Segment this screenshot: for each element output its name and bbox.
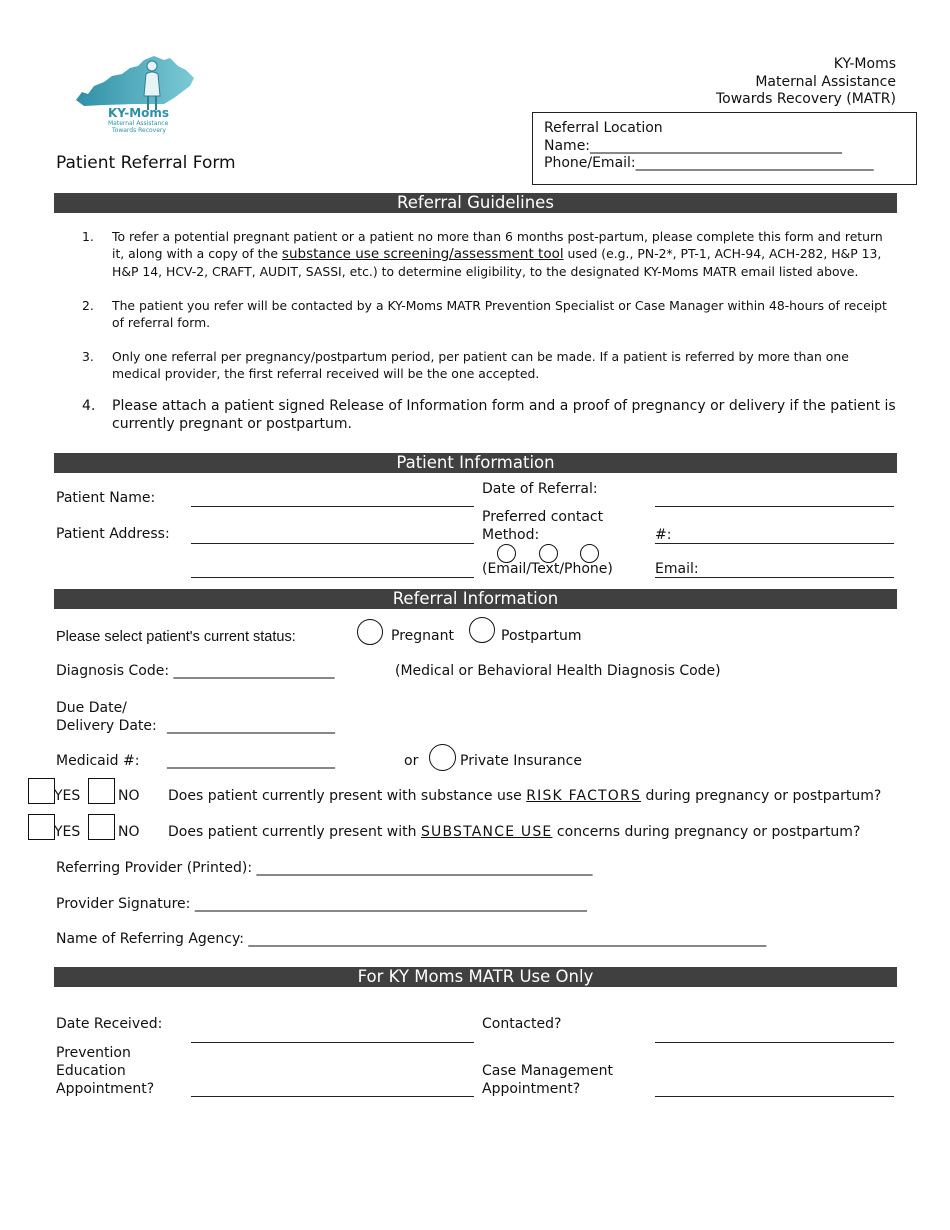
prevention-appointment-field[interactable] bbox=[191, 1096, 474, 1097]
logo-subtitle-2: Towards Recovery bbox=[112, 127, 166, 134]
section-header-office-use: For KY Moms MATR Use Only bbox=[54, 967, 897, 987]
diagnosis-note: (Medical or Behavioral Health Diagnosis Code) bbox=[395, 663, 721, 679]
risk-factors-no-label: NO bbox=[118, 788, 140, 804]
patient-name-field[interactable] bbox=[191, 506, 474, 507]
email-field[interactable] bbox=[655, 577, 894, 578]
section-header-guidelines: Referral Guidelines bbox=[54, 193, 897, 213]
screening-tool-link: substance use screening/assessment tool bbox=[281, 246, 564, 262]
guideline-item: 1. To refer a potential pregnant patient or a patient no more than 6 months post-partum, please complete this form and return it, along with a copy of the substance use screening/assessment tool used (e.g., PN-2*, PT-1, ACH-94, ACH-282, H&P 13, H&P 14, HCV-2, CRAFT, AUDIT, SASSI, etc.) to determine eligibility, to the designated KY-Moms MATR email listed above. bbox=[82, 229, 883, 279]
private-insurance-label: Private Insurance bbox=[460, 753, 582, 769]
medicaid-label: Medicaid #: bbox=[56, 753, 140, 769]
referral-location-phone[interactable]: Phone/Email:__________________________________ bbox=[544, 155, 874, 171]
diagnosis-code-field[interactable]: Diagnosis Code: _______________________ bbox=[56, 663, 335, 679]
logo-subtitle: Maternal Assistance bbox=[108, 120, 169, 127]
section-header-referral-info: Referral Information bbox=[54, 589, 897, 609]
logo bbox=[74, 52, 198, 138]
referral-location-name[interactable]: Name:____________________________________ bbox=[544, 137, 843, 154]
program-name: KY-Moms Maternal Assistance Towards Recovery (MATR) bbox=[715, 56, 896, 107]
substance-use-yes-checkbox[interactable] bbox=[28, 814, 55, 840]
patient-address-field-2[interactable] bbox=[191, 577, 474, 578]
substance-use-question: Does patient currently present with SUBSTANCE USE concerns during pregnancy or postpartum? bbox=[168, 824, 861, 840]
due-date-field[interactable]: ________________________ bbox=[167, 718, 335, 734]
date-received-field[interactable] bbox=[191, 1042, 474, 1043]
patient-address-field-1[interactable] bbox=[191, 543, 474, 544]
substance-use-no-checkbox[interactable] bbox=[88, 814, 115, 840]
risk-factors-no-checkbox[interactable] bbox=[88, 778, 115, 804]
contacted-label: Contacted? bbox=[482, 1016, 562, 1032]
referral-location-box bbox=[532, 112, 917, 185]
contacted-field[interactable] bbox=[655, 1042, 894, 1043]
risk-factors-yes-checkbox[interactable] bbox=[28, 778, 55, 804]
date-received-label: Date Received: bbox=[56, 1016, 163, 1032]
risk-factors-yes-label: YES bbox=[54, 788, 81, 804]
patient-name-label: Patient Name: bbox=[56, 490, 156, 506]
case-management-field[interactable] bbox=[655, 1096, 894, 1097]
due-date-label: Due Date/ Delivery Date: bbox=[56, 700, 157, 734]
medicaid-field[interactable]: ________________________ bbox=[167, 753, 335, 769]
preferred-contact-label: Preferred contact Method: bbox=[482, 509, 604, 543]
guideline-item: 3. Only one referral per pregnancy/postpartum period, per patient can be made. If a patient is referred by more than one medical provider, the first referral received will be the one accepted. bbox=[82, 349, 849, 381]
phone-number-label: #: bbox=[655, 527, 672, 543]
case-management-label: Case Management Appointment? bbox=[482, 1063, 613, 1097]
guidelines-list bbox=[82, 228, 897, 433]
risk-factors-question: Does patient currently present with substance use RISK FACTORS during pregnancy or postpartum? bbox=[168, 788, 882, 804]
guideline-item: 4. Please attach a patient signed Release of Information form and a proof of pregnancy or delivery if the patient is currently pregnant or postpartum. bbox=[82, 398, 896, 432]
substance-use-yes-label: YES bbox=[54, 824, 81, 840]
provider-signature-field[interactable]: Provider Signature: ________________________________________________________ bbox=[56, 896, 587, 912]
referral-location-title: Referral Location bbox=[544, 120, 663, 136]
postpartum-radio[interactable] bbox=[469, 617, 495, 643]
postpartum-label: Postpartum bbox=[501, 628, 582, 644]
date-of-referral-field[interactable] bbox=[655, 506, 894, 507]
section-header-patient-info: Patient Information bbox=[54, 453, 897, 473]
logo-title: KY-Moms bbox=[108, 106, 170, 120]
or-label: or bbox=[404, 753, 419, 769]
contact-options-label: (Email/Text/Phone) bbox=[482, 561, 613, 577]
substance-use-no-label: NO bbox=[118, 824, 140, 840]
phone-number-field[interactable] bbox=[655, 543, 894, 544]
status-label: Please select patient's current status: bbox=[56, 629, 296, 645]
patient-address-label: Patient Address: bbox=[56, 526, 170, 542]
date-of-referral-label: Date of Referral: bbox=[482, 481, 598, 497]
private-insurance-radio[interactable] bbox=[429, 744, 456, 771]
guideline-item: 2. The patient you refer will be contacted by a KY-Moms MATR Prevention Specialist or Case Manager within 48-hours of receipt of referral form. bbox=[82, 298, 887, 330]
email-label: Email: bbox=[655, 561, 699, 577]
referring-agency-field[interactable]: Name of Referring Agency: __________________________________________________________________________ bbox=[56, 931, 767, 947]
pregnant-radio[interactable] bbox=[357, 619, 383, 645]
prevention-appointment-label: Prevention Education Appointment? bbox=[56, 1045, 155, 1097]
referring-provider-field[interactable]: Referring Provider (Printed): ________________________________________________ bbox=[56, 860, 593, 876]
page-title: Patient Referral Form bbox=[56, 153, 236, 173]
pregnant-label: Pregnant bbox=[391, 628, 454, 644]
